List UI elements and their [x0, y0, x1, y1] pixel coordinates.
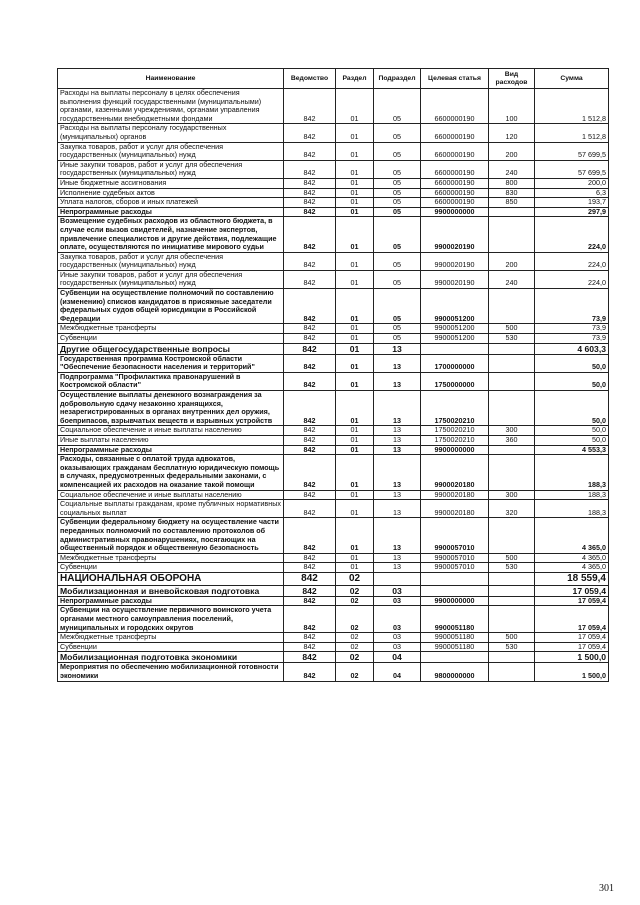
row-department: 842	[284, 585, 336, 596]
row-amount: 4 603,3	[535, 343, 609, 354]
row-subsection: 05	[374, 160, 421, 178]
header-target-article: Целевая статья	[421, 69, 489, 89]
header-amount: Сумма	[535, 69, 609, 89]
row-section: 01	[336, 372, 374, 390]
row-subsection: 13	[374, 435, 421, 445]
row-expense-type: 360	[489, 435, 535, 445]
row-expense-type	[489, 391, 535, 426]
row-subsection: 13	[374, 500, 421, 518]
row-target-article: 9900000000	[421, 596, 489, 606]
table-row	[58, 426, 609, 436]
row-department: 842	[284, 160, 336, 178]
row-subsection: 13	[374, 490, 421, 500]
row-section: 02	[336, 633, 374, 643]
row-name: Субвенции федеральному бюджету на осуществление части переданных полномочий по составлению протоколов об административных правонарушениях, посягающих на общественный порядок и общественную безопасность	[58, 518, 284, 553]
row-subsection: 05	[374, 289, 421, 324]
row-amount: 73,9	[535, 289, 609, 324]
table-row	[58, 606, 609, 633]
row-target-article: 9900020190	[421, 270, 489, 288]
row-subsection: 03	[374, 585, 421, 596]
row-name: Социальное обеспечение и иные выплаты населению	[58, 426, 284, 436]
row-amount: 1 512,8	[535, 89, 609, 124]
row-amount: 4 553,3	[535, 445, 609, 455]
row-department: 842	[284, 518, 336, 553]
row-department: 842	[284, 343, 336, 354]
table-body	[58, 89, 609, 682]
row-subsection: 05	[374, 89, 421, 124]
row-amount: 188,3	[535, 500, 609, 518]
row-name: Иные бюджетные ассигнования	[58, 178, 284, 188]
row-section: 01	[336, 217, 374, 252]
row-name: Непрограммные расходы	[58, 596, 284, 606]
row-amount: 188,3	[535, 455, 609, 490]
row-subsection: 13	[374, 426, 421, 436]
row-name: Возмещение судебных расходов из областного бюджета, в случае если вызов свидетелей, назначение экспертов, привлечение специалистов и другие действия, подлежащие оплате, осуществляются по инициативе мирового судьи	[58, 217, 284, 252]
row-target-article: 9900057010	[421, 518, 489, 553]
row-name: Иные закупки товаров, работ и услуг для обеспечения государственных (муниципальных) нужд	[58, 270, 284, 288]
row-subsection: 05	[374, 188, 421, 198]
row-expense-type	[489, 652, 535, 663]
row-section: 01	[336, 445, 374, 455]
row-amount: 17 059,4	[535, 585, 609, 596]
row-amount: 200,0	[535, 178, 609, 188]
row-subsection: 04	[374, 663, 421, 681]
row-amount: 73,9	[535, 324, 609, 334]
row-department: 842	[284, 445, 336, 455]
row-subsection: 05	[374, 270, 421, 288]
row-target-article	[421, 572, 489, 585]
row-amount: 6,3	[535, 188, 609, 198]
row-expense-type: 320	[489, 500, 535, 518]
row-department: 842	[284, 252, 336, 270]
row-name: Закупка товаров, работ и услуг для обеспечения государственных (муниципальных) нужд	[58, 252, 284, 270]
row-expense-type	[489, 354, 535, 372]
table-header-row	[58, 69, 609, 89]
row-department: 842	[284, 124, 336, 142]
row-amount: 193,7	[535, 198, 609, 208]
row-section: 01	[336, 252, 374, 270]
row-department: 842	[284, 207, 336, 217]
row-expense-type: 300	[489, 490, 535, 500]
row-target-article: 9900020180	[421, 500, 489, 518]
row-target-article: 9900051180	[421, 642, 489, 652]
row-section: 01	[336, 426, 374, 436]
row-expense-type	[489, 585, 535, 596]
row-amount: 17 059,4	[535, 642, 609, 652]
row-section: 01	[336, 124, 374, 142]
table-row	[58, 188, 609, 198]
table-row	[58, 334, 609, 344]
row-target-article: 9900020190	[421, 252, 489, 270]
row-subsection: 13	[374, 343, 421, 354]
row-department: 842	[284, 354, 336, 372]
row-subsection: 13	[374, 455, 421, 490]
budget-table	[57, 68, 609, 682]
row-target-article: 9900020180	[421, 490, 489, 500]
row-section: 01	[336, 198, 374, 208]
row-target-article: 9900020190	[421, 217, 489, 252]
row-amount: 1 500,0	[535, 652, 609, 663]
row-section: 02	[336, 663, 374, 681]
row-subsection: 03	[374, 596, 421, 606]
row-target-article: 6600000190	[421, 142, 489, 160]
row-department: 842	[284, 652, 336, 663]
row-subsection: 05	[374, 334, 421, 344]
table-row	[58, 455, 609, 490]
table-row	[58, 217, 609, 252]
row-expense-type: 500	[489, 324, 535, 334]
row-subsection: 05	[374, 198, 421, 208]
row-name: Расходы на выплаты персоналу государственных (муниципальных) органов	[58, 124, 284, 142]
header-subsection: Подраздел	[374, 69, 421, 89]
row-section: 01	[336, 553, 374, 563]
row-amount: 50,0	[535, 426, 609, 436]
table-row	[58, 633, 609, 643]
row-section: 01	[336, 207, 374, 217]
row-subsection: 05	[374, 217, 421, 252]
row-amount: 57 699,5	[535, 142, 609, 160]
row-expense-type: 120	[489, 124, 535, 142]
table-row	[58, 142, 609, 160]
table-row	[58, 553, 609, 563]
row-section: 01	[336, 160, 374, 178]
row-target-article: 1750000000	[421, 372, 489, 390]
table-row	[58, 585, 609, 596]
row-target-article: 9800000000	[421, 663, 489, 681]
row-name: Другие общегосударственные вопросы	[58, 343, 284, 354]
row-target-article: 1750020210	[421, 391, 489, 426]
row-target-article: 1750020210	[421, 435, 489, 445]
row-subsection: 03	[374, 633, 421, 643]
row-target-article	[421, 343, 489, 354]
row-expense-type	[489, 596, 535, 606]
row-section: 01	[336, 89, 374, 124]
row-section: 01	[336, 354, 374, 372]
row-amount: 17 059,4	[535, 596, 609, 606]
row-name: Уплата налогов, сборов и иных платежей	[58, 198, 284, 208]
row-section: 01	[336, 435, 374, 445]
row-department: 842	[284, 89, 336, 124]
header-section: Раздел	[336, 69, 374, 89]
row-section: 01	[336, 142, 374, 160]
row-amount: 224,0	[535, 217, 609, 252]
row-subsection: 04	[374, 652, 421, 663]
row-expense-type: 240	[489, 160, 535, 178]
row-name: Социальное обеспечение и иные выплаты населению	[58, 490, 284, 500]
row-department: 842	[284, 642, 336, 652]
header-department: Ведомство	[284, 69, 336, 89]
row-department: 842	[284, 572, 336, 585]
row-target-article: 9900051200	[421, 334, 489, 344]
row-expense-type	[489, 518, 535, 553]
table-row	[58, 500, 609, 518]
row-department: 842	[284, 500, 336, 518]
table-row	[58, 391, 609, 426]
row-department: 842	[284, 270, 336, 288]
row-section: 01	[336, 324, 374, 334]
row-department: 842	[284, 198, 336, 208]
row-section: 01	[336, 500, 374, 518]
row-amount: 57 699,5	[535, 160, 609, 178]
row-target-article: 6600000190	[421, 188, 489, 198]
row-amount: 1 500,0	[535, 663, 609, 681]
row-expense-type: 530	[489, 334, 535, 344]
row-subsection: 13	[374, 354, 421, 372]
row-department: 842	[284, 178, 336, 188]
row-amount: 17 059,4	[535, 606, 609, 633]
row-amount: 297,9	[535, 207, 609, 217]
row-expense-type	[489, 572, 535, 585]
row-target-article: 6600000190	[421, 160, 489, 178]
table-row	[58, 372, 609, 390]
row-expense-type: 800	[489, 178, 535, 188]
row-subsection: 13	[374, 445, 421, 455]
row-department: 842	[284, 435, 336, 445]
row-name: Закупка товаров, работ и услуг для обеспечения государственных (муниципальных) нужд	[58, 142, 284, 160]
row-target-article: 6600000190	[421, 178, 489, 188]
row-name: Иные выплаты населению	[58, 435, 284, 445]
row-target-article	[421, 652, 489, 663]
table-row	[58, 518, 609, 553]
row-amount: 4 365,0	[535, 518, 609, 553]
table-row	[58, 343, 609, 354]
row-department: 842	[284, 289, 336, 324]
row-department: 842	[284, 217, 336, 252]
row-subsection: 05	[374, 252, 421, 270]
row-department: 842	[284, 606, 336, 633]
page-number: 301	[599, 883, 614, 894]
row-section: 02	[336, 652, 374, 663]
row-target-article: 6600000190	[421, 89, 489, 124]
row-target-article: 9900057010	[421, 563, 489, 573]
row-amount: 4 365,0	[535, 553, 609, 563]
row-section: 01	[336, 518, 374, 553]
table-row	[58, 435, 609, 445]
row-section: 01	[336, 343, 374, 354]
row-expense-type: 240	[489, 270, 535, 288]
row-target-article: 9900051180	[421, 606, 489, 633]
row-department: 842	[284, 188, 336, 198]
row-subsection: 05	[374, 324, 421, 334]
table-row	[58, 563, 609, 573]
row-department: 842	[284, 391, 336, 426]
row-subsection: 13	[374, 563, 421, 573]
row-subsection: 13	[374, 391, 421, 426]
row-section: 02	[336, 606, 374, 633]
row-name: Субвенции	[58, 334, 284, 344]
table-row	[58, 207, 609, 217]
table-row	[58, 324, 609, 334]
row-department: 842	[284, 455, 336, 490]
row-expense-type	[489, 606, 535, 633]
row-subsection	[374, 572, 421, 585]
row-expense-type	[489, 207, 535, 217]
table-row	[58, 252, 609, 270]
row-amount: 188,3	[535, 490, 609, 500]
row-department: 842	[284, 324, 336, 334]
row-subsection: 13	[374, 372, 421, 390]
row-expense-type: 530	[489, 642, 535, 652]
row-department: 842	[284, 553, 336, 563]
row-department: 842	[284, 633, 336, 643]
table-row	[58, 652, 609, 663]
row-expense-type	[489, 663, 535, 681]
row-expense-type: 300	[489, 426, 535, 436]
row-department: 842	[284, 596, 336, 606]
table-row	[58, 160, 609, 178]
table-row	[58, 89, 609, 124]
row-expense-type	[489, 217, 535, 252]
row-subsection: 03	[374, 642, 421, 652]
table-row	[58, 289, 609, 324]
row-section: 01	[336, 391, 374, 426]
row-section: 01	[336, 563, 374, 573]
table-row	[58, 596, 609, 606]
row-name: Мобилизационная и вневойсковая подготовка	[58, 585, 284, 596]
table-row	[58, 642, 609, 652]
row-amount: 224,0	[535, 270, 609, 288]
row-expense-type	[489, 445, 535, 455]
header-expense-type: Вид расходов	[489, 69, 535, 89]
table-row	[58, 198, 609, 208]
row-department: 842	[284, 663, 336, 681]
budget-table-container	[57, 68, 608, 682]
row-amount: 1 512,8	[535, 124, 609, 142]
row-target-article: 1700000000	[421, 354, 489, 372]
table-row	[58, 270, 609, 288]
row-department: 842	[284, 142, 336, 160]
row-section: 01	[336, 270, 374, 288]
row-name: Межбюджетные трансферты	[58, 633, 284, 643]
row-expense-type: 850	[489, 198, 535, 208]
row-name: Мероприятия по обеспечению мобилизационной готовности экономики	[58, 663, 284, 681]
row-department: 842	[284, 372, 336, 390]
row-name: Субвенции	[58, 563, 284, 573]
row-expense-type: 200	[489, 142, 535, 160]
row-target-article: 9900051200	[421, 289, 489, 324]
row-name: Исполнение судебных актов	[58, 188, 284, 198]
row-expense-type: 200	[489, 252, 535, 270]
row-amount: 224,0	[535, 252, 609, 270]
row-subsection: 05	[374, 207, 421, 217]
row-department: 842	[284, 490, 336, 500]
row-department: 842	[284, 334, 336, 344]
row-section: 01	[336, 289, 374, 324]
row-expense-type	[489, 372, 535, 390]
row-subsection: 05	[374, 178, 421, 188]
row-section: 02	[336, 642, 374, 652]
row-amount: 18 559,4	[535, 572, 609, 585]
row-name: Расходы на выплаты персоналу в целях обеспечения выполнения функций государственными (муниципальными) органами, казенными учреждениями, органами управления государственными внебюджетными фондами	[58, 89, 284, 124]
row-name: Межбюджетные трансферты	[58, 324, 284, 334]
row-name: Расходы, связанные с оплатой труда адвокатов, оказывающих гражданам бесплатную юридическую помощь в случаях, предусмотренных федеральными законами, с компенсацией их расходов на оказание такой помощи	[58, 455, 284, 490]
row-target-article: 6600000190	[421, 198, 489, 208]
row-expense-type: 500	[489, 553, 535, 563]
row-name: Государственная программа Костромской области "Обеспечение безопасности населения и территорий"	[58, 354, 284, 372]
row-name: Социальные выплаты гражданам, кроме публичных нормативных социальных выплат	[58, 500, 284, 518]
row-expense-type	[489, 343, 535, 354]
row-amount: 4 365,0	[535, 563, 609, 573]
row-department: 842	[284, 426, 336, 436]
table-row	[58, 663, 609, 681]
row-section: 02	[336, 585, 374, 596]
row-name: Субвенции на осуществление полномочий по составлению (изменению) списков кандидатов в присяжные заседатели федеральных судов общей юрисдикции в Российской Федерации	[58, 289, 284, 324]
row-name: Осуществление выплаты денежного вознаграждения за добровольную сдачу незаконно хранящихся, незарегистрированных в органах внутренних дел оружия, боеприпасов, взрывчатых веществ и взрывных устройств	[58, 391, 284, 426]
row-amount: 50,0	[535, 435, 609, 445]
row-subsection: 13	[374, 553, 421, 563]
row-target-article: 6600000190	[421, 124, 489, 142]
row-name: Иные закупки товаров, работ и услуг для обеспечения государственных (муниципальных) нужд	[58, 160, 284, 178]
row-amount: 73,9	[535, 334, 609, 344]
row-name: НАЦИОНАЛЬНАЯ ОБОРОНА	[58, 572, 284, 585]
table-row	[58, 490, 609, 500]
table-row	[58, 124, 609, 142]
row-amount: 50,0	[535, 372, 609, 390]
table-row	[58, 445, 609, 455]
row-expense-type: 530	[489, 563, 535, 573]
row-name: Межбюджетные трансферты	[58, 553, 284, 563]
row-section: 01	[336, 178, 374, 188]
row-name: Подпрограмма "Профилактика правонарушений в Костромской области"	[58, 372, 284, 390]
row-name: Мобилизационная подготовка экономики	[58, 652, 284, 663]
row-target-article: 9900051200	[421, 324, 489, 334]
row-subsection: 05	[374, 124, 421, 142]
row-name: Субвенции	[58, 642, 284, 652]
row-section: 01	[336, 455, 374, 490]
row-target-article: 9900000000	[421, 445, 489, 455]
row-subsection: 13	[374, 518, 421, 553]
row-amount: 17 059,4	[535, 633, 609, 643]
row-target-article: 9900057010	[421, 553, 489, 563]
row-amount: 50,0	[535, 354, 609, 372]
row-expense-type: 830	[489, 188, 535, 198]
row-target-article: 9900020180	[421, 455, 489, 490]
row-subsection: 03	[374, 606, 421, 633]
row-expense-type	[489, 455, 535, 490]
row-section: 01	[336, 334, 374, 344]
row-section: 02	[336, 572, 374, 585]
row-target-article: 9900051180	[421, 633, 489, 643]
header-name: Наименование	[58, 69, 284, 89]
row-expense-type	[489, 289, 535, 324]
row-name: Непрограммные расходы	[58, 207, 284, 217]
row-name: Непрограммные расходы	[58, 445, 284, 455]
row-subsection: 05	[374, 142, 421, 160]
table-row	[58, 572, 609, 585]
row-section: 01	[336, 188, 374, 198]
row-target-article: 9900000000	[421, 207, 489, 217]
row-expense-type: 500	[489, 633, 535, 643]
row-target-article: 1750020210	[421, 426, 489, 436]
table-row	[58, 178, 609, 188]
row-section: 01	[336, 490, 374, 500]
row-expense-type: 100	[489, 89, 535, 124]
row-name: Субвенции на осуществление первичного воинского учета органами местного самоуправления поселений, муниципальных и городских округов	[58, 606, 284, 633]
row-department: 842	[284, 563, 336, 573]
row-target-article	[421, 585, 489, 596]
table-row	[58, 354, 609, 372]
row-amount: 50,0	[535, 391, 609, 426]
row-section: 02	[336, 596, 374, 606]
